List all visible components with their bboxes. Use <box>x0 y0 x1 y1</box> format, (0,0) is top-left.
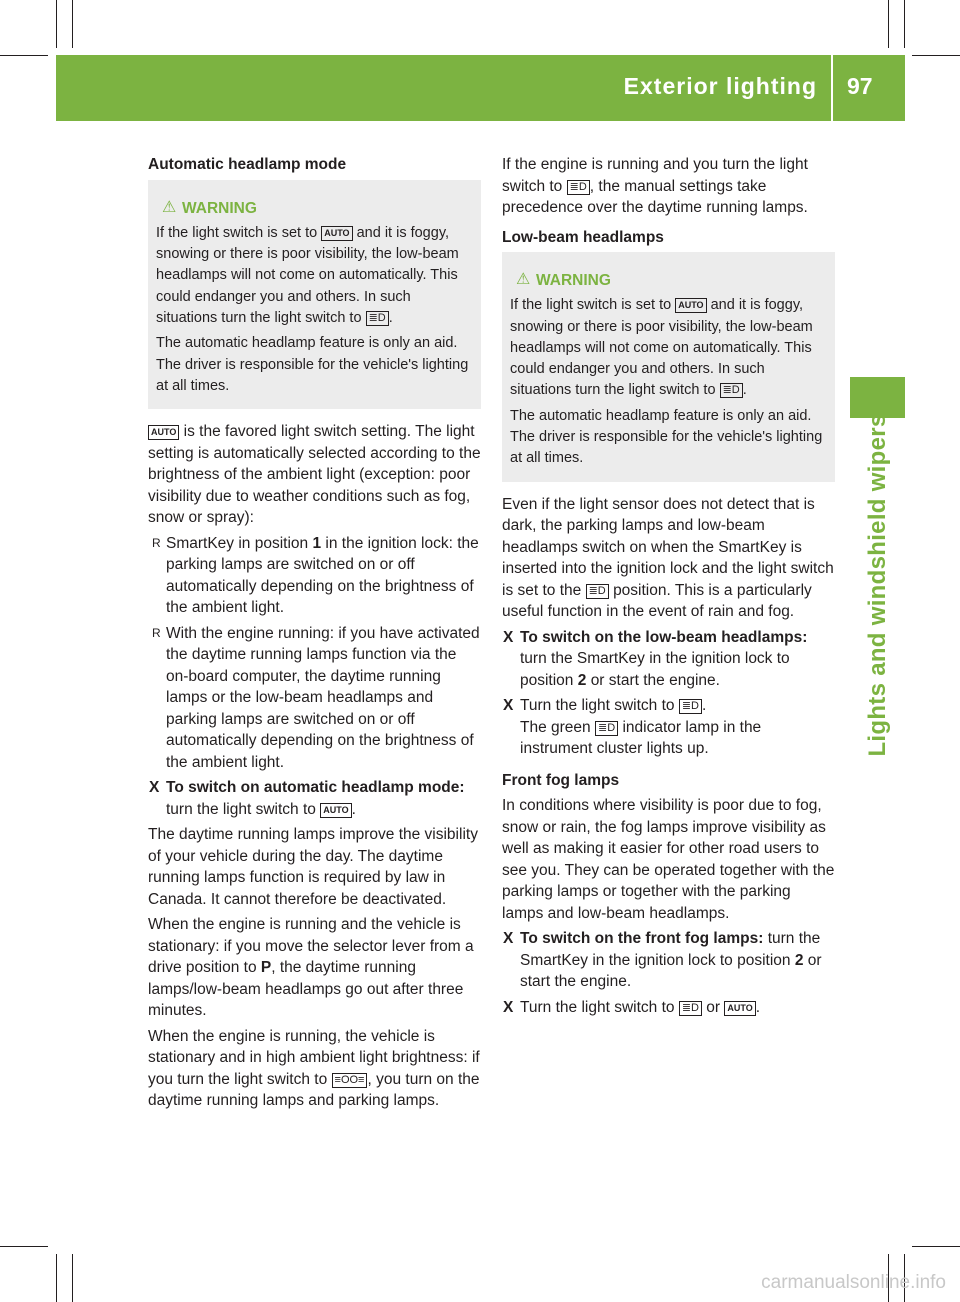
text: . <box>351 800 356 818</box>
warning-text: The automatic headlamp feature is only an aid. The driver is responsible for the vehicle's lighting at all times. <box>156 335 469 394</box>
paragraph <box>148 421 481 529</box>
action-arrow-icon: X <box>503 998 514 1016</box>
warning-box <box>148 180 481 410</box>
text: With the engine running: if you have activated the daytime running lamps function via the on-board computer, the daytime running lamps or the low-beam headlamps and parking lamps are switched on or off automatically depending on the brightness of the ambient light. <box>166 624 480 771</box>
section-heading: Low-beam headlamps <box>502 228 664 246</box>
chapter-label-text: Lights and windshield wipers <box>863 413 891 757</box>
auto-switch-icon: AUTO <box>675 298 706 313</box>
paragraph <box>148 1026 481 1112</box>
crop-mark <box>72 1254 73 1302</box>
text: and it is foggy, snowing or there is poor visibility, the low-beam headlamps will not come on automatically. This could endanger you and others. In such situations turn the light switch to <box>156 224 459 326</box>
low-beam-icon: ≣D <box>679 1001 702 1016</box>
low-beam-icon: ≣D <box>567 180 590 195</box>
paragraph <box>148 914 481 1022</box>
paragraph: In conditions where visibility is poor due to fog, snow or rain, the fog lamps improve visibility as well as making it easier for other road users to see you. They can be operated together with the parking lamps or together with the parking lamps and low-beam headlamps. <box>502 797 835 922</box>
low-beam-icon: ≣D <box>720 383 743 398</box>
low-beam-icon: ≣D <box>366 311 389 326</box>
header-separator <box>831 55 833 121</box>
warning-label: WARNING <box>536 272 611 289</box>
action-arrow-icon: X <box>149 779 160 797</box>
parking-lamp-icon: ≡OO≡ <box>332 1073 368 1088</box>
warning-text <box>156 223 473 329</box>
text: If the light switch is set to <box>156 224 318 241</box>
text: turn the SmartKey in the ignition lock to position <box>520 930 821 969</box>
warning-icon: ⚠ <box>162 198 177 216</box>
action-item <box>502 695 835 760</box>
crop-mark <box>56 0 57 48</box>
action-item <box>502 997 835 1019</box>
bullet-item <box>148 623 481 774</box>
low-beam-icon: ≣D <box>586 584 609 599</box>
page-header <box>56 55 905 121</box>
text: in the ignition lock: the parking lamps are switched on or off automatically depending on the brightness of the ambient light. <box>166 534 479 617</box>
auto-switch-icon: AUTO <box>321 226 352 241</box>
text: To switch on the low-beam headlamps: <box>520 628 808 646</box>
warning-icon: ⚠ <box>516 271 531 288</box>
warning-text: The automatic headlamp feature is only an aid. The driver is responsible for the vehicle's lighting at all times. <box>510 407 823 467</box>
text: . <box>701 697 707 715</box>
text: is the favored light switch setting. The light setting is automatically selected according to the brightness of the ambient light (exception: poor visibility due to weather conditions such as fog, snow or spray): <box>148 423 481 527</box>
text: When the engine is running, the vehicle is stationary and in high ambient light brightness: if you turn the light switch to <box>148 1027 480 1088</box>
text: P <box>260 959 272 977</box>
crop-mark <box>0 55 48 56</box>
text: Turn the light switch to <box>520 998 675 1016</box>
crop-mark <box>912 55 960 56</box>
low-beam-icon: ≣D <box>595 721 618 736</box>
warning-label: WARNING <box>182 199 257 217</box>
auto-switch-icon: AUTO <box>724 1001 755 1016</box>
section-title: Exterior lighting <box>623 73 817 99</box>
action-arrow-icon: X <box>503 628 514 646</box>
text: SmartKey in position <box>166 534 309 552</box>
warning-box <box>502 252 835 482</box>
left-column <box>148 154 481 1116</box>
text: . <box>755 998 761 1016</box>
warning-heading <box>156 198 473 219</box>
paragraph <box>502 154 835 219</box>
action-item <box>502 627 835 692</box>
chapter-label <box>850 413 905 757</box>
text: turn the SmartKey in the ignition lock to position <box>520 650 790 689</box>
text: 2 <box>577 671 587 689</box>
bullet-marker: R <box>152 625 161 640</box>
right-column <box>502 154 835 1022</box>
crop-mark <box>912 1246 960 1247</box>
text: Even if the light sensor does not detect that is dark, the parking lamps and low-beam headlamps switch on when the SmartKey is inserted into the ignition lock and the light switch is set to the <box>502 495 834 599</box>
text: When the engine is running and the vehicle is stationary: if you move the selector lever from a drive position to <box>148 916 474 977</box>
text: To switch on the front fog lamps: <box>520 930 764 948</box>
text: or start the engine. <box>520 951 822 991</box>
low-beam-icon: ≣D <box>679 699 702 714</box>
crop-mark <box>72 0 73 48</box>
text: , you turn on the daytime running lamps and parking lamps. <box>148 1070 480 1110</box>
text: If the light switch is set to <box>510 297 672 314</box>
paragraph <box>502 494 835 623</box>
warning-heading <box>510 270 827 291</box>
text: and it is foggy, snowing or there is poor visibility, the low-beam headlamps will not come on automatically. This could endanger you and others. In such situations turn the light switch to <box>510 297 813 399</box>
text: 1 <box>312 534 322 552</box>
crop-mark <box>904 0 905 48</box>
auto-switch-icon: AUTO <box>148 425 179 440</box>
text: To switch on automatic headlamp mode: <box>166 779 465 797</box>
auto-switch-icon: AUTO <box>320 803 351 818</box>
bullet-item <box>148 533 481 619</box>
text: turn the light switch to <box>166 800 316 818</box>
text: , the daytime running lamps/low-beam headlamps go out after three minutes. <box>148 959 464 1020</box>
section-heading: Automatic headlamp mode <box>148 156 347 173</box>
bullet-marker: R <box>152 535 161 550</box>
text: 2 <box>794 951 804 969</box>
chapter-tab <box>850 377 905 418</box>
text: Turn the light switch to <box>520 697 675 715</box>
paragraph: The daytime running lamps improve the visibility of your vehicle during the day. The daytime running lamps function is required by law in Canada. It cannot therefore be deactivated. <box>148 826 478 908</box>
section-heading: Front fog lamps <box>502 771 620 789</box>
action-arrow-icon: X <box>503 930 514 948</box>
watermark: carmanualsonline.info <box>761 1272 946 1293</box>
action-item <box>148 777 481 820</box>
text: The green <box>520 718 591 736</box>
text: , the manual settings take precedence over the daytime running lamps. <box>502 177 808 216</box>
text: If the engine is running and you turn the light switch to <box>502 156 808 195</box>
text: position. This is a particularly useful function in the event of rain and fog. <box>502 581 812 621</box>
text: or <box>706 998 721 1016</box>
text: . <box>388 309 393 326</box>
text: or start the engine. <box>590 671 720 689</box>
crop-mark <box>888 0 889 48</box>
warning-text <box>510 295 827 401</box>
crop-mark <box>56 1254 57 1302</box>
text: . <box>742 382 747 399</box>
action-item <box>502 928 835 993</box>
page-number: 97 <box>847 73 873 99</box>
crop-mark <box>0 1246 48 1247</box>
text: indicator lamp in the instrument cluster lights up. <box>520 718 762 758</box>
action-arrow-icon: X <box>503 697 514 715</box>
